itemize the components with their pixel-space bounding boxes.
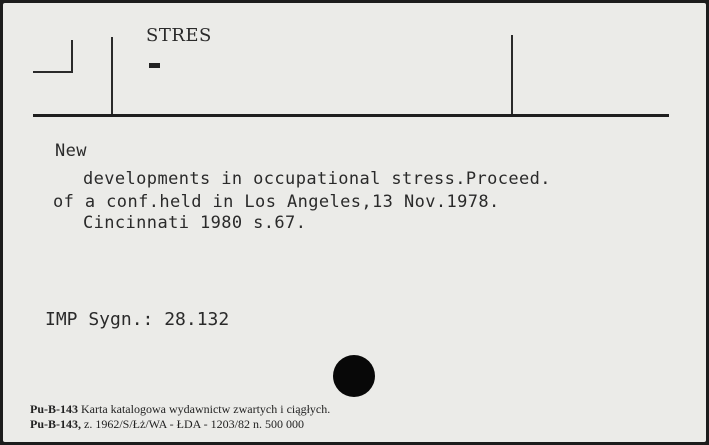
entry-line-1: New	[55, 141, 87, 161]
header-rule	[33, 114, 669, 117]
footer-text-1: Karta katalogowa wydawnictw zwartych i ciągłych.	[78, 402, 331, 416]
footer-line-1	[30, 402, 330, 417]
catalog-card	[3, 3, 706, 442]
subject-dash	[149, 63, 160, 68]
footer-code-2: Pu-B-143,	[30, 417, 81, 431]
column-divider-right	[511, 35, 513, 115]
subject-heading: STRES	[146, 25, 212, 46]
footer-line-2	[30, 417, 304, 432]
corner-mark	[71, 40, 73, 73]
entry-line-2: developments in occupational stress.Proceed.	[83, 169, 551, 189]
entry-line-4: Cincinnati 1980 s.67.	[83, 213, 307, 233]
column-divider-left	[111, 37, 113, 115]
footer-text-2: z. 1962/S/Łż/WA - ŁDA - 1203/82 n. 500 000	[81, 417, 304, 431]
corner-mark-base	[33, 71, 73, 73]
footer-code-1: Pu-B-143	[30, 402, 78, 416]
signature-number: IMP Sygn.: 28.132	[45, 309, 230, 330]
punch-hole	[333, 355, 375, 397]
entry-line-3: of a conf.held in Los Angeles,13 Nov.1978.	[53, 192, 500, 212]
